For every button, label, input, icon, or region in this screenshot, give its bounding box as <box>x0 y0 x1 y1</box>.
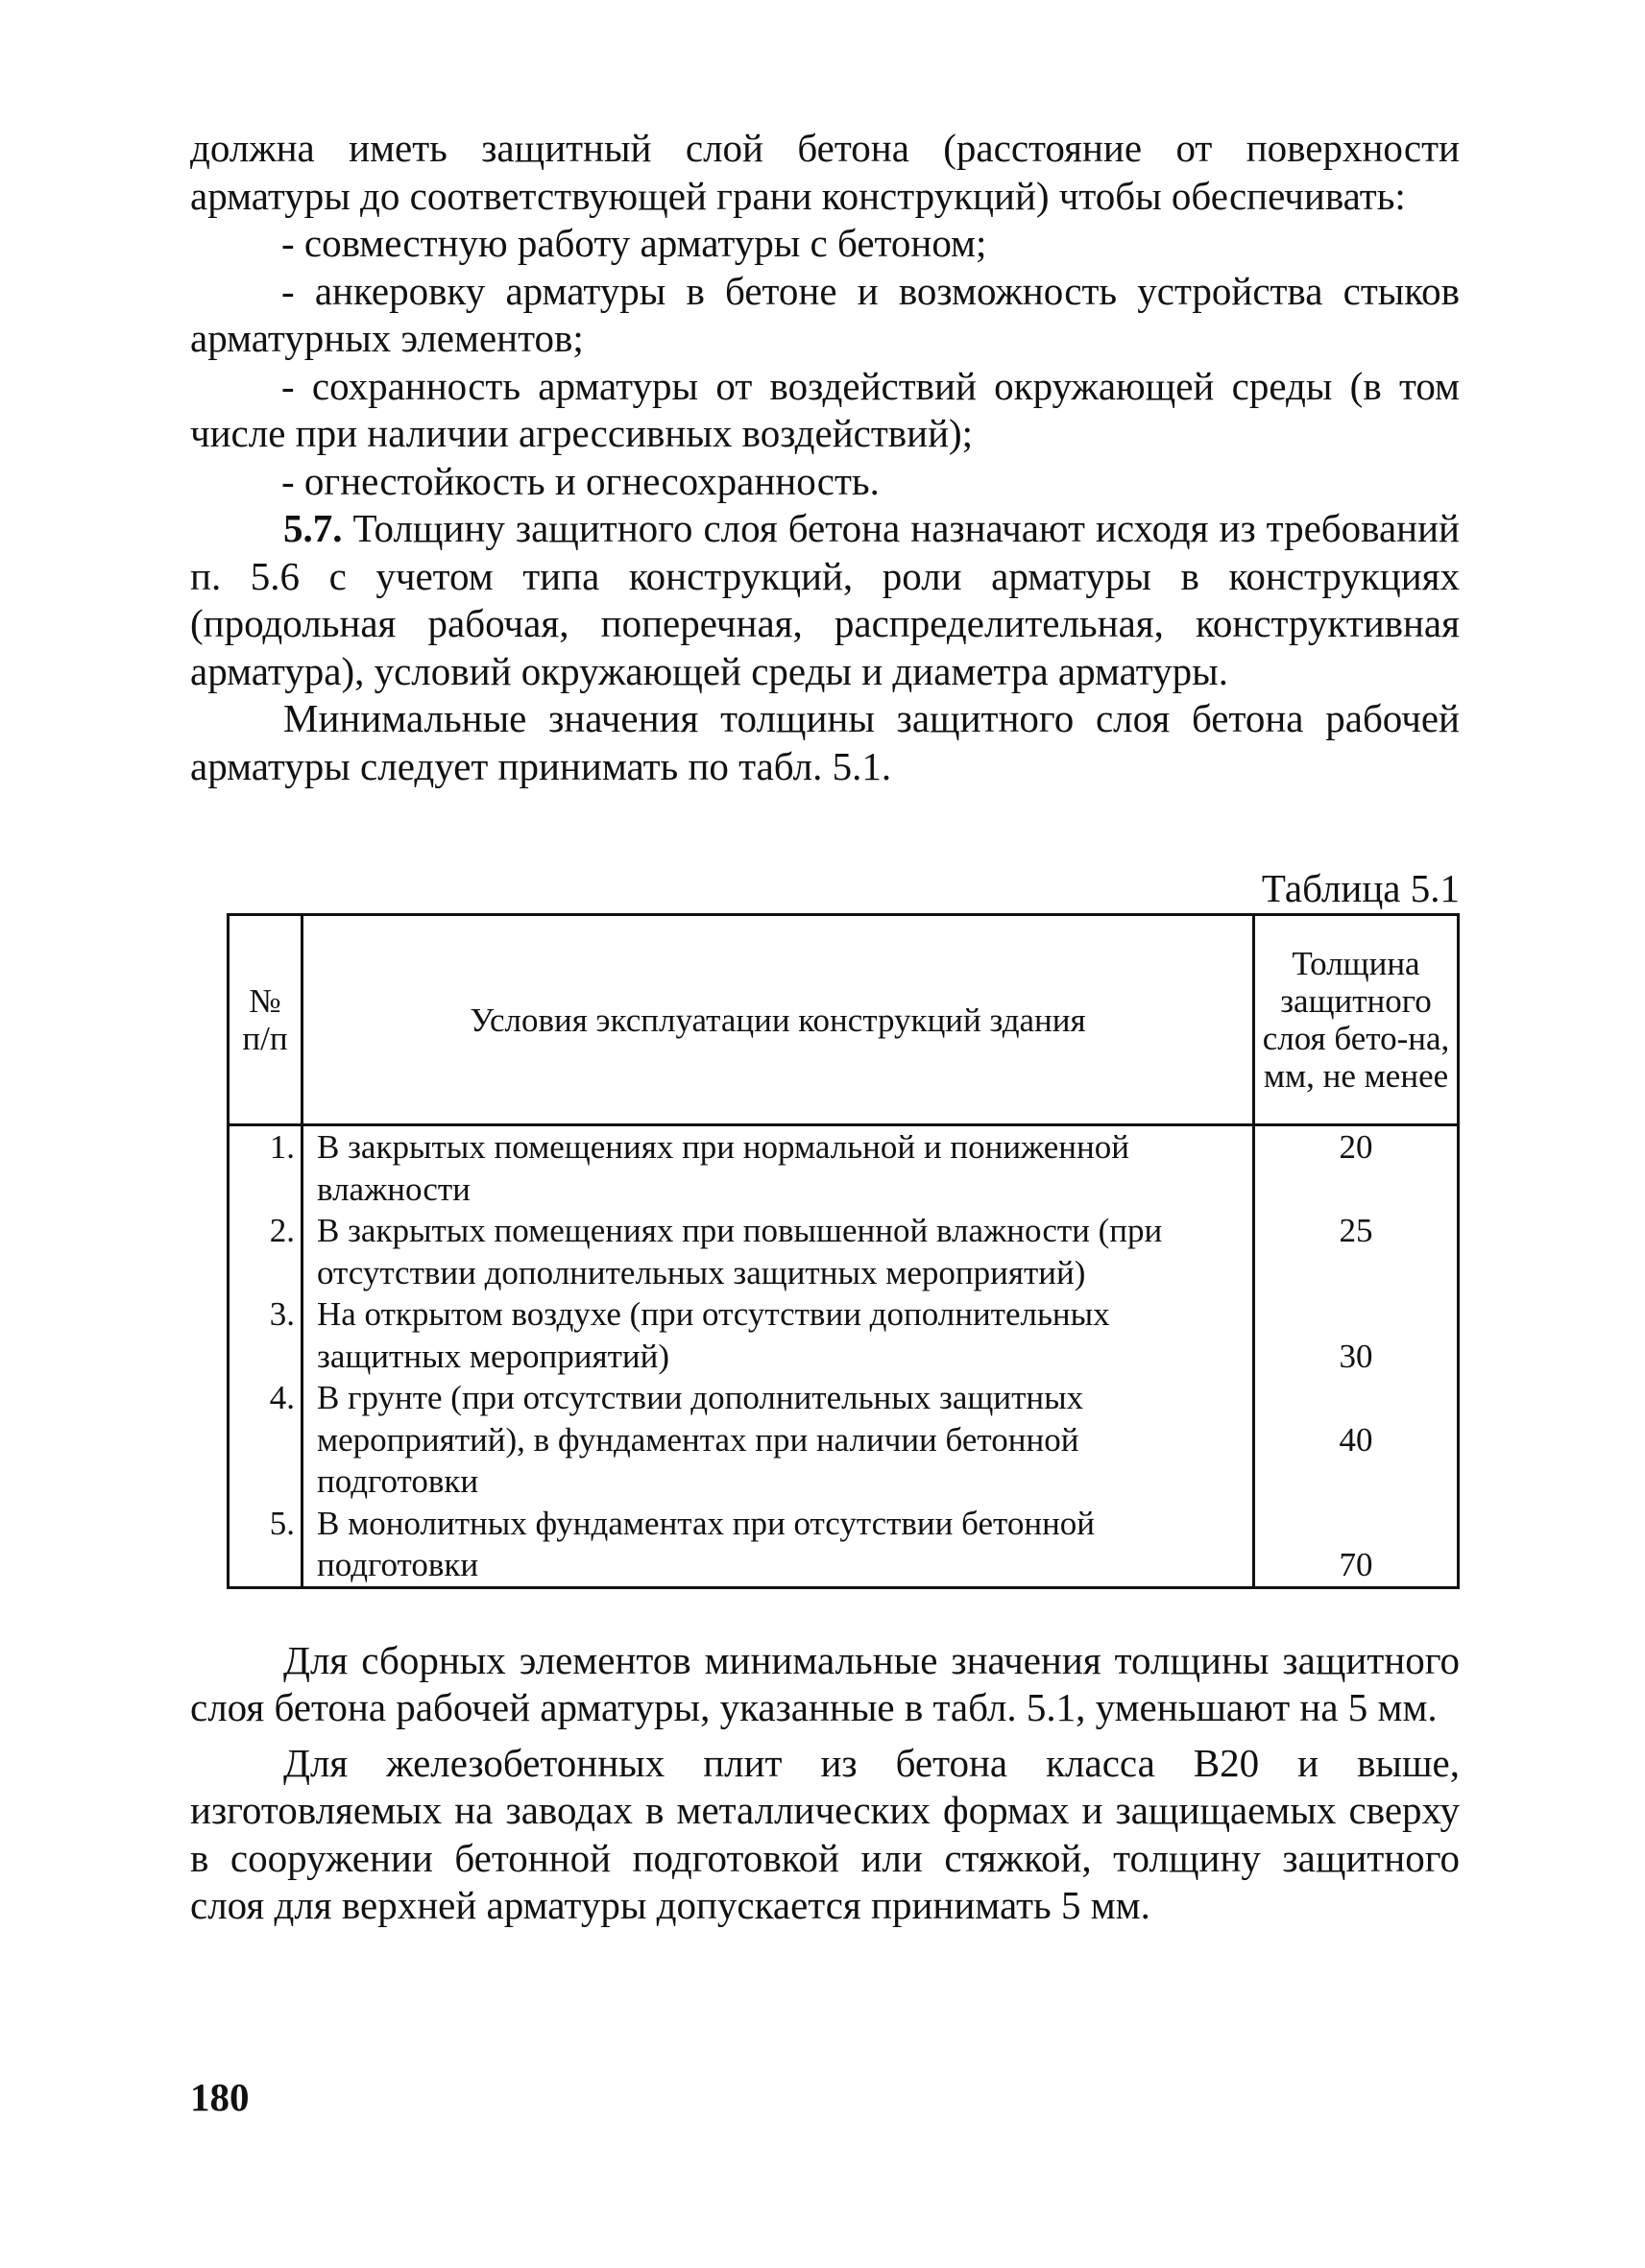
page-body <box>190 125 1460 1930</box>
row-condition: В закрытых помещениях при нормальной и пониженной влажности <box>302 1125 1254 1211</box>
row-number: 2. <box>229 1210 302 1293</box>
row-value: 30 <box>1254 1293 1459 1377</box>
row-condition: На открытом воздухе (при отсутствии дополнительных защитных мероприятий) <box>302 1293 1254 1377</box>
table-row <box>229 1210 1459 1293</box>
row-number: 1. <box>229 1125 302 1211</box>
header-num: № п/п <box>229 915 302 1125</box>
table-header-row <box>229 915 1459 1125</box>
row-value: 40 <box>1254 1377 1459 1503</box>
prefab-paragraph: Для сборных элементов минимальные значения толщины защитного слоя бетона рабочей арматуры, указанные в табл. 5.1, уменьшают на 5 мм. <box>190 1637 1460 1729</box>
bullet-item: - сохранность арматуры от воздействий окружающей среды (в том числе при наличии агрессивных воздействий); <box>190 363 1460 455</box>
clause-text: Толщину защитного слоя бетона назначают исходя из требований п. 5.6 с учетом типа конструкций, роли арматуры в конструкциях (продольная рабочая, поперечная, распределительная, конструктивная арматура), условий окружающей среды и диаметра арматуры. <box>190 506 1460 693</box>
table-row <box>229 1377 1459 1503</box>
table-row <box>229 1125 1459 1211</box>
row-value: 25 <box>1254 1210 1459 1293</box>
min-values-paragraph: Минимальные значения толщины защитного слоя бетона рабочей арматуры следует принимать по табл. 5.1. <box>190 696 1460 788</box>
page-number: 180 <box>190 2075 250 2119</box>
row-number: 4. <box>229 1377 302 1503</box>
header-thickness: Толщина защитного слоя бето-на, мм, не менее <box>1254 915 1459 1125</box>
clause-number: 5.7. <box>283 506 343 550</box>
row-number: 5. <box>229 1503 302 1588</box>
row-condition: В монолитных фундаментах при отсутствии бетонной подготовки <box>302 1503 1254 1588</box>
bullet-item: - анкеровку арматуры в бетоне и возможность устройства стыков арматурных элементов; <box>190 268 1460 360</box>
table-row <box>229 1293 1459 1377</box>
bullet-item: - совместную работу арматуры с бетоном; <box>281 221 987 265</box>
slabs-paragraph: Для железобетонных плит из бетона класса В20 и выше, изготовляемых на заводах в металлических формах и защищаемых сверху в сооружении бетонной подготовкой или стяжкой, толщину защитного слоя для верхней арматуры допускается принимать 5 мм. <box>190 1740 1460 1927</box>
table-row <box>229 1503 1459 1588</box>
bullet-item: - огнестойкость и огнесохранность. <box>281 458 880 503</box>
cover-thickness-table <box>227 913 1460 1589</box>
row-condition: В закрытых помещениях при повышенной влажности (при отсутствии дополнительных защитных мероприятий) <box>302 1210 1254 1293</box>
table-caption: Таблица 5.1 <box>1261 866 1460 910</box>
header-condition: Условия эксплуатации конструкций здания <box>302 915 1254 1125</box>
clause-5-7 <box>190 505 1460 695</box>
row-number: 3. <box>229 1293 302 1377</box>
row-condition: В грунте (при отсутствии дополнительных защитных мероприятий), в фундаментах при наличии бетонной подготовки <box>302 1377 1254 1503</box>
row-value: 20 <box>1254 1125 1459 1211</box>
row-value: 70 <box>1254 1503 1459 1588</box>
intro-paragraph: должна иметь защитный слой бетона (расстояние от поверхности арматуры до соответствующей грани конструкций) чтобы обеспечивать: <box>190 126 1460 218</box>
